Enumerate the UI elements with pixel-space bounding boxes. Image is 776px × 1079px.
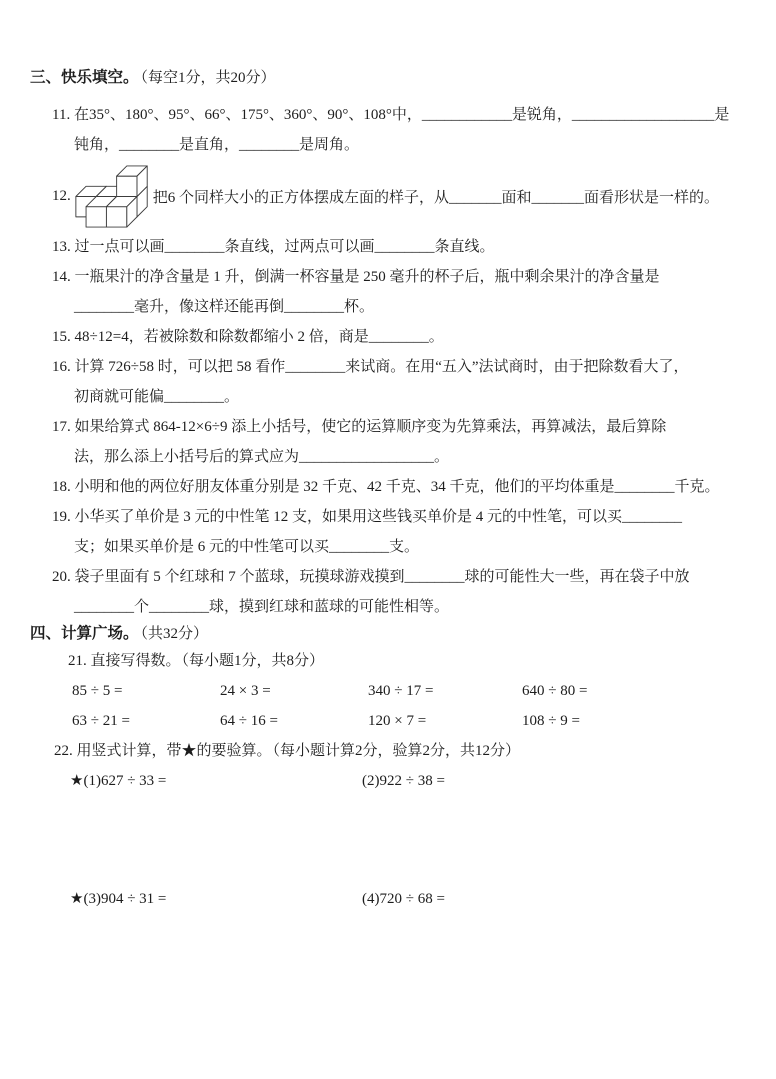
q22-items-row-2 <box>70 884 748 914</box>
q19-line-2: 支；如果买单价是 6 元的中性笔可以买________支。 <box>74 539 420 555</box>
q19-line-1: 19. 小华买了单价是 3 元的中性笔 12 支，如果用这些钱买单价是 4 元的中性笔，可以买________ <box>52 509 683 525</box>
q20-line-1: 20. 袋子里面有 5 个红球和 7 个蓝球，玩摸球游戏摸到________球的可能性大一些，再在袋子中放 <box>52 569 690 585</box>
q18-line-1: 18. 小明和他的两位好朋友体重分别是 32 千克、42 千克、34 千克，他们的平均体重是________千克。 <box>52 479 720 495</box>
calc-expression: 340 ÷ 17 = <box>368 683 434 699</box>
calc-expression: 108 ÷ 9 = <box>522 713 580 729</box>
calc-expression: 24 × 3 = <box>220 683 271 699</box>
q12-text: 把6 个同样大小的正方体摆成左面的样子，从_______面和_______面看形状是一样的。 <box>152 189 720 206</box>
q21-label-line <box>68 646 748 676</box>
vertical-calc-item: ★(1)627 ÷ 33 = <box>70 773 167 789</box>
q20-line-2: ________个________球，摸到红球和蓝球的可能性相等。 <box>74 599 450 615</box>
q16-line-2: 初商就可能偏________。 <box>74 389 240 405</box>
six-cubes-figure <box>74 165 150 228</box>
vertical-calc-item: (4)720 ÷ 68 = <box>362 891 445 907</box>
vertical-calc-item: (2)922 ÷ 38 = <box>362 773 445 789</box>
section-4-title: 四、计算广场。 <box>30 625 139 642</box>
q11-line-2: 钝角，________是直角，________是周角。 <box>74 137 360 153</box>
section-4-heading <box>30 622 748 646</box>
calc-expression: 120 × 7 = <box>368 713 427 729</box>
q22-label: 22. 用竖式计算，带★的要验算。 <box>54 743 272 759</box>
q12-number: 12. <box>52 187 71 204</box>
section-4-note: （共32分） <box>140 626 209 642</box>
q22-items-row-1 <box>70 766 748 796</box>
q14-line-2: ________毫升，像这样还能再倒________杯。 <box>74 299 375 315</box>
q12-row <box>52 160 748 232</box>
q16-line-1: 16. 计算 726÷58 时，可以把 58 看作________来试商。在用“五入”法试商时，由于把除数看大了， <box>52 359 689 375</box>
q13-line-1: 13. 过一点可以画________条直线，过两点可以画________条直线。 <box>52 239 495 255</box>
q22-note: （每小题计算2分，验算2分，共12分） <box>272 743 521 759</box>
q22-label-line <box>54 736 748 766</box>
vertical-calc-item: ★(3)904 ÷ 31 = <box>70 891 167 907</box>
q14-line-1: 14. 一瓶果汁的净含量是 1 升，倒满一杯容量是 250 毫升的杯子后，瓶中剩余果汁的净含量是 <box>52 269 660 285</box>
q21-label: 21. 直接写得数。 <box>68 653 181 669</box>
q15-line-1: 15. 48÷12=4，若被除数和除数都缩小 2 倍，商是________。 <box>52 329 444 345</box>
section-3-note: （每空1分，共20分） <box>140 70 276 86</box>
q21-row-1 <box>72 676 748 706</box>
calc-expression: 640 ÷ 80 = <box>522 683 588 699</box>
q22-work-space <box>30 796 748 884</box>
q21-note: （每小题1分，共8分） <box>181 653 325 669</box>
calc-expression: 85 ÷ 5 = <box>72 683 123 699</box>
q17-line-1: 17. 如果给算式 864-12×6÷9 添上小括号，使它的运算顺序变为先算乘法，再算减法，最后算除 <box>52 419 667 435</box>
q17-line-2: 法，那么添上小括号后的算式应为__________________。 <box>74 449 450 465</box>
q11-line-1: 11. 在35°、180°、95°、66°、175°、360°、90°、108°中，____________是锐角，___________________是 <box>52 107 730 123</box>
calc-expression: 63 ÷ 21 = <box>72 713 130 729</box>
section-3-title: 三、快乐填空。 <box>30 69 139 86</box>
section-3-heading <box>30 66 748 90</box>
q21-row-2 <box>72 706 748 736</box>
calc-expression: 64 ÷ 16 = <box>220 713 278 729</box>
